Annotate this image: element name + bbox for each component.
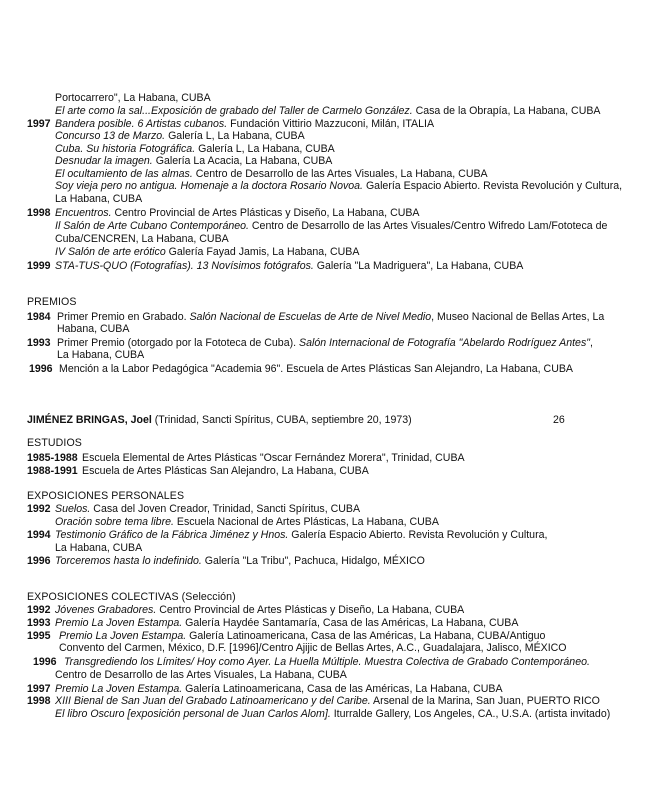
year-label: 1999: [27, 260, 51, 272]
exhibition-entry: STA-TUS-QUO (Fotografías). 13 Novísimos fotógrafos. Galería "La Madriguera", La Habana, CUBA: [55, 260, 524, 272]
exhibition-entry: IV Salón de arte erótico Galería Fayad Jamis, La Habana, CUBA: [55, 246, 360, 258]
year-label: 1985-1988: [27, 452, 78, 464]
exhibition-entry: Jóvenes Grabadores. Centro Provincial de Artes Plásticas y Diseño, La Habana, CUBA: [55, 604, 465, 616]
year-label: 1996: [33, 656, 57, 668]
exhibition-entry: La Habana, CUBA: [55, 542, 143, 554]
exhibition-entry: Transgrediendo los Límites/ Hoy como Ayer. La Huella Múltiple. Muestra Colectiva de Grabado Contemporáneo.: [64, 656, 590, 668]
exhibition-entry: Il Salón de Arte Cubano Contemporáneo. Centro de Desarrollo de las Artes Visuales/Centro Wifredo Lam/Fototeca de: [55, 220, 608, 232]
year-label: 1992: [27, 604, 51, 616]
exhibition-entry: Concurso 13 de Marzo. Galería L, La Habana, CUBA: [55, 130, 305, 142]
exhibition-entry: Cuba/CENCREN, La Habana, CUBA: [55, 233, 229, 245]
exhibition-entry: Convento del Carmen, México, D.F. [1996]/Centro Ajijic de Bellas Artes, A.C., Guadalajara, Jalisco, MÉXICO: [59, 642, 567, 654]
exhibition-entry: La Habana, CUBA: [55, 193, 143, 205]
artist-details: (Trinidad, Sancti Spíritus, CUBA, septiembre 20, 1973): [151, 414, 412, 426]
year-label: 1984: [27, 311, 51, 323]
exhibition-entry: Desnudar la imagen. Galería La Acacia, La Habana, CUBA: [55, 155, 333, 167]
year-label: 1995: [27, 630, 51, 642]
year-label: 1988-1991: [27, 465, 78, 477]
exhibition-entry: Premio La Joven Estampa. Galería Latinoamericana, Casa de las Américas, La Habana, CUBA/Antiguo: [59, 630, 546, 642]
exhibition-entry: Soy vieja pero no antigua. Homenaje a la doctora Rosario Novoa. Galería Espacio Abierto. Revista Revolución y Cultura,: [55, 180, 623, 192]
exhibition-entry: XIII Bienal de San Juan del Grabado Latinoamericano y del Caribe. Arsenal de la Marina, San Juan, PUERTO RICO: [55, 695, 600, 707]
page-number: 26: [553, 414, 565, 426]
award-entry: Primer Premio (otorgado por la Fototeca de Cuba). Salón Internacional de Fotografía "Abelardo Rodríguez Antes",: [57, 337, 593, 349]
year-label: 1997: [27, 683, 51, 695]
exhibition-entry: Portocarrero", La Habana, CUBA: [55, 92, 211, 104]
artist-header: [27, 414, 412, 426]
exhibition-entry: Premio La Joven Estampa. Galería Latinoamericana, Casa de las Américas, La Habana, CUBA: [55, 683, 503, 695]
year-label: 1996: [27, 555, 51, 567]
year-label: 1998: [27, 695, 51, 707]
exhibition-entry: Centro de Desarrollo de las Artes Visuales, La Habana, CUBA: [55, 669, 347, 681]
study-entry: Escuela de Artes Plásticas San Alejandro, La Habana, CUBA: [82, 465, 369, 477]
year-label: 1998: [27, 207, 51, 219]
section-heading-estudios: ESTUDIOS: [27, 437, 82, 449]
exhibition-entry: Cuba. Su historia Fotográfica. Galería L, La Habana, CUBA: [55, 143, 335, 155]
award-entry: Mención a la Labor Pedagógica "Academia 96". Escuela de Artes Plásticas San Alejandro, La Habana, CUBA: [59, 363, 573, 375]
award-entry: Primer Premio en Grabado. Salón Nacional de Escuelas de Arte de Nivel Medio, Museo Nacional de Bellas Artes, La: [57, 311, 605, 323]
exhibition-entry: El libro Oscuro [exposición personal de Juan Carlos Alom]. Iturralde Gallery, Los Angeles, CA., U.S.A. (artista invitado): [55, 708, 611, 720]
study-entry: Escuela Elemental de Artes Plásticas "Oscar Fernández Morera", Trinidad, CUBA: [82, 452, 465, 464]
exhibition-entry: Premio La Joven Estampa. Galería Haydée Santamaría, Casa de las Américas, La Habana, CUBA: [55, 617, 519, 629]
artist-name: JIMÉNEZ BRINGAS, Joel: [27, 414, 152, 426]
year-label: 1993: [27, 337, 51, 349]
exhibition-entry: El ocultamiento de las almas. Centro de Desarrollo de las Artes Visuales, La Habana, CUBA: [55, 168, 488, 180]
year-label: 1993: [27, 617, 51, 629]
exhibition-entry: Bandera posible. 6 Artistas cubanos. Fundación Vittirio Mazzuconi, Milán, ITALIA: [55, 118, 435, 130]
exhibition-entry: Testimonio Gráfico de la Fábrica Jiménez y Hnos. Galería Espacio Abierto. Revista Revolución y Cultura,: [55, 529, 548, 541]
year-label: 1996: [29, 363, 53, 375]
award-entry: La Habana, CUBA: [57, 349, 145, 361]
exhibition-entry: Torceremos hasta lo indefinido. Galería "La Tribu", Pachuca, Hidalgo, MÉXICO: [55, 555, 425, 567]
exhibition-entry: Encuentros. Centro Provincial de Artes Plásticas y Diseño, La Habana, CUBA: [55, 207, 420, 219]
section-heading-colectivas: EXPOSICIONES COLECTIVAS (Selección): [27, 591, 236, 603]
year-label: 1994: [27, 529, 51, 541]
year-label: 1997: [27, 118, 51, 130]
exhibition-entry: El arte como la sal...Exposición de grabado del Taller de Carmelo González. Casa de la Obrapía, La Habana, CUBA: [55, 105, 601, 117]
exhibition-entry: Oración sobre tema libre. Escuela Nacional de Artes Plásticas, La Habana, CUBA: [55, 516, 439, 528]
award-entry: Habana, CUBA: [57, 323, 130, 335]
section-heading-premios: PREMIOS: [27, 296, 77, 308]
exhibition-entry: Suelos. Casa del Joven Creador, Trinidad, Sancti Spíritus, CUBA: [55, 503, 361, 515]
section-heading-personales: EXPOSICIONES PERSONALES: [27, 490, 185, 502]
year-label: 1992: [27, 503, 51, 515]
